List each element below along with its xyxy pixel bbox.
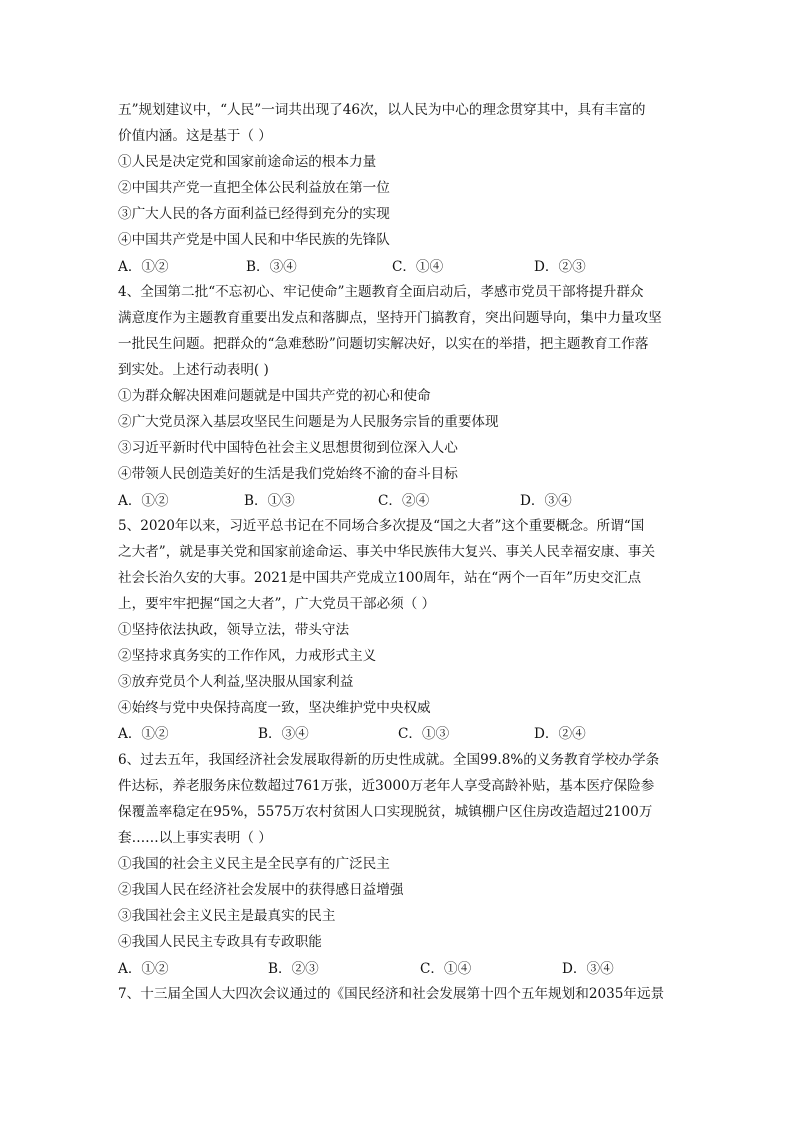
q5-option-a: A．①② bbox=[118, 726, 169, 742]
q4-option-c: C．②④ bbox=[378, 493, 430, 509]
q6-options bbox=[118, 960, 678, 978]
q4-statement: ③习近平新时代中国特色社会主义思想贯彻到位深入人心 bbox=[118, 440, 458, 456]
q4-statement: ②广大党员深入基层攻坚民生问题是为人民服务宗旨的重要体现 bbox=[118, 414, 499, 430]
q5-stem-line: 社会长治久安的大事。2021是中国共产党成立100周年，站在“两个一百年”历史交汇点 bbox=[118, 570, 642, 586]
q4-statement: ①为群众解决困难问题就是中国共产党的初心和使命 bbox=[118, 388, 431, 404]
q6-stem-line: 套……以上事实表明（ ） bbox=[118, 830, 272, 846]
q3-statement: ①人民是决定党和国家前途命运的根本力量 bbox=[118, 154, 377, 170]
q3-option-d: D．②③ bbox=[534, 259, 586, 275]
q6-statement: ④我国人民民主专政具有专政职能 bbox=[118, 934, 322, 950]
q4-options bbox=[118, 492, 678, 510]
q4-statement: ④带领人民创造美好的生活是我们党始终不渝的奋斗目标 bbox=[118, 466, 458, 482]
q4-stem-line: 4、全国第二批“不忘初心、牢记使命”主题教育全面启动后，孝感市党员干部将提升群众 bbox=[118, 284, 644, 300]
q4-option-a: A．①② bbox=[118, 493, 169, 509]
q5-option-d: D．②④ bbox=[534, 726, 586, 742]
q5-statement: ③放弃党员个人利益,坚决服从国家利益 bbox=[118, 674, 354, 690]
q5-statement: ②坚持求真务实的工作作风，力戒形式主义 bbox=[118, 648, 377, 664]
q4-option-b: B．①③ bbox=[244, 493, 295, 509]
q5-statement: ④始终与党中央保持高度一致，坚决维护党中央权威 bbox=[118, 700, 431, 716]
q6-statement: ①我国的社会主义民主是全民享有的广泛民主 bbox=[118, 856, 390, 872]
q5-statement: ①坚持依法执政，领导立法，带头守法 bbox=[118, 622, 350, 638]
q3-statement: ④中国共产党是中国人民和中华民族的先锋队 bbox=[118, 232, 390, 248]
q4-stem-line: 到实处。上述行动表明( ) bbox=[118, 362, 269, 378]
q3-option-a: A．①② bbox=[118, 259, 169, 275]
q4-option-d: D．③④ bbox=[520, 493, 572, 509]
q6-option-d: D．③④ bbox=[562, 961, 614, 977]
q3-stem-line: 价值内涵。这是基于（ ） bbox=[118, 128, 272, 144]
q7-stem-line: 7、十三届全国人大四次会议通过的《国民经济和社会发展第十四个五年规划和2035年远景 bbox=[118, 986, 665, 1002]
q5-stem-line: 之大者”，就是事关党和国家前途命运、事关中华民族伟大复兴、事关人民幸福安康、事关 bbox=[118, 544, 656, 560]
q6-stem-line: 保覆盖率稳定在95%，5575万农村贫困人口实现脱贫，城镇棚户区住房改造超过2100万 bbox=[118, 804, 653, 820]
q6-option-c: C．①④ bbox=[420, 961, 472, 977]
q6-option-a: A．①② bbox=[118, 961, 169, 977]
q3-option-b: B．③④ bbox=[246, 259, 297, 275]
q5-option-c: C．①③ bbox=[398, 726, 450, 742]
q3-statement: ②中国共产党一直把全体公民利益放在第一位 bbox=[118, 180, 390, 196]
q6-statement: ③我国社会主义民主是最真实的民主 bbox=[118, 908, 336, 924]
q3-statement: ③广大人民的各方面利益已经得到充分的实现 bbox=[118, 206, 390, 222]
q3-stem-line: 五”规划建议中，“人民”一词共出现了46次，以人民为中心的理念贯穿其中，具有丰富的 bbox=[118, 102, 646, 118]
q3-options bbox=[118, 258, 678, 276]
q6-stem-line: 6、过去五年，我国经济社会发展取得新的历史性成就。全国99.8%的义务教育学校办学条 bbox=[118, 752, 660, 768]
q6-stem-line: 件达标，养老服务床位数超过761万张，近3000万老年人享受高龄补贴，基本医疗保险参 bbox=[118, 778, 655, 794]
q3-option-c: C．①④ bbox=[392, 259, 444, 275]
q5-options bbox=[118, 725, 678, 743]
q6-statement: ②我国人民在经济社会发展中的获得感日益增强 bbox=[118, 882, 404, 898]
q5-option-b: B．③④ bbox=[258, 726, 309, 742]
q4-stem-line: 一批民生问题。把群众的“急难愁盼”问题切实解决好，以实在的举措，把主题教育工作落 bbox=[118, 336, 649, 352]
q5-stem-line: 5、2020年以来，习近平总书记在不同场合多次提及“国之大者”这个重要概念。所谓“国 bbox=[118, 518, 645, 534]
q6-option-b: B．②③ bbox=[268, 961, 319, 977]
q5-stem-line: 上，要牢牢把握“国之大者”，广大党员干部必须（ ） bbox=[118, 596, 436, 612]
q4-stem-line: 满意度作为主题教育重要出发点和落脚点，坚持开门搞教育，突出问题导向，集中力量攻坚 bbox=[118, 310, 662, 326]
